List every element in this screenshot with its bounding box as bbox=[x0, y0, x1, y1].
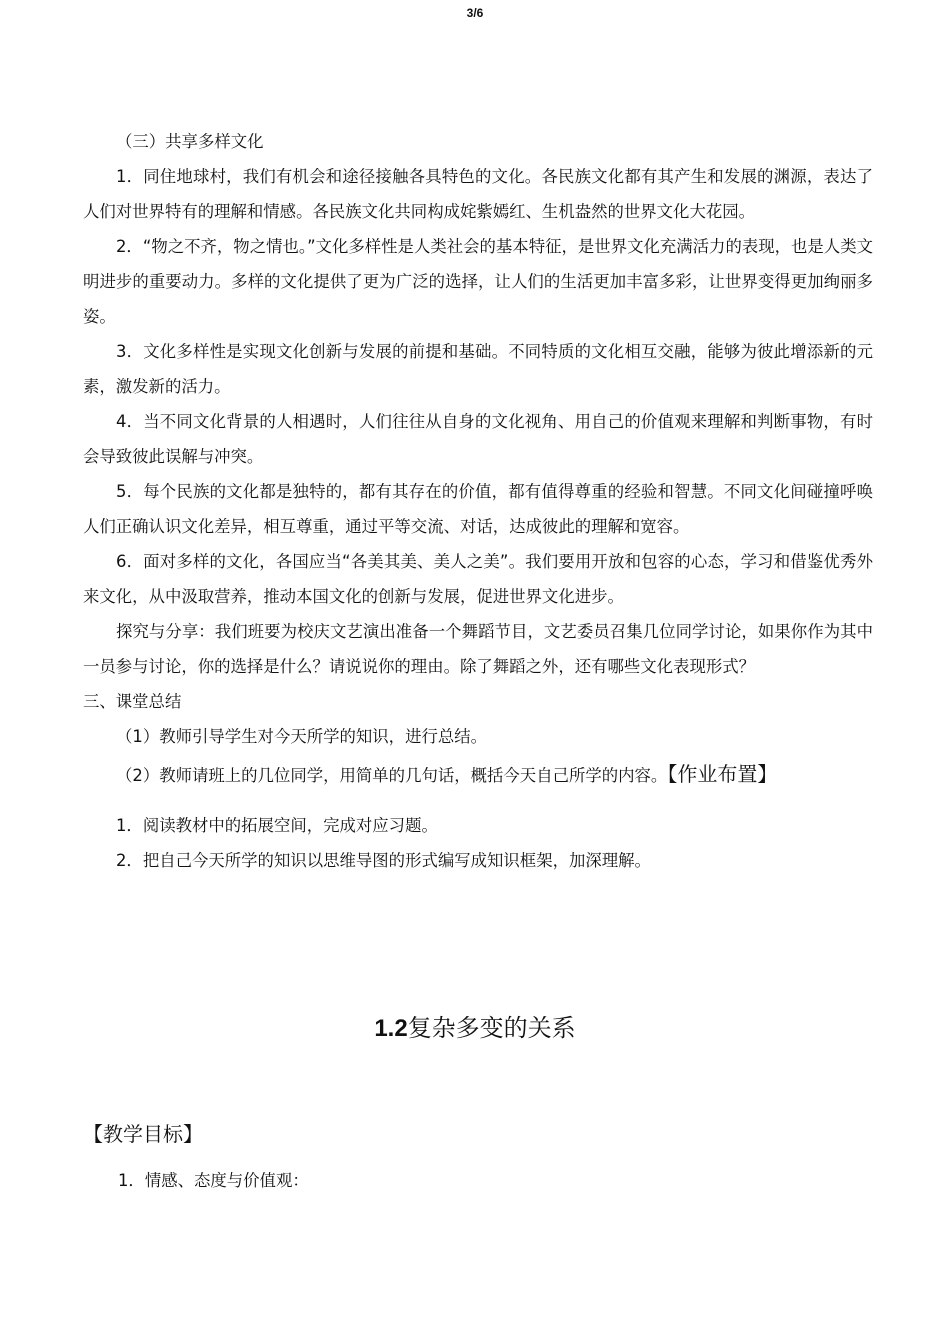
teaching-goals-heading: 【教学目标】 bbox=[83, 1122, 203, 1146]
paragraph-3: 3．文化多样性是实现文化创新与发展的前提和基础。不同特质的文化相互交融，能够为彼此增添新的元素，激发新的活力。 bbox=[83, 342, 873, 396]
document-body bbox=[83, 124, 873, 878]
summary-item-2-text: （2）教师请班上的几位同学，用简单的几句话，概括今天自己所学的内容。 bbox=[116, 766, 668, 785]
section-number: 1.2 bbox=[374, 1015, 408, 1042]
paragraph-5: 5．每个民族的文化都是独特的，都有其存在的价值，都有值得尊重的经验和智慧。不同文化间碰撞呼唤人们正确认识文化差异，相互尊重，通过平等交流、对话，达成彼此的理解和宽容。 bbox=[83, 482, 873, 536]
paragraph-subheading: （三）共享多样文化 bbox=[116, 132, 264, 151]
heading-class-summary: 三、课堂总结 bbox=[83, 692, 182, 711]
paragraph-2: 2．“物之不齐，物之情也。”文化多样性是人类社会的基本特征，是世界文化充满活力的表现，也是人类文明进步的重要动力。多样的文化提供了更为广泛的选择，让人们的生活更加丰富多彩，让世界变得更加绚丽多姿。 bbox=[83, 237, 873, 326]
section-title-text: 复杂多变的关系 bbox=[407, 1014, 576, 1042]
summary-item-1: （1）教师引导学生对今天所学的知识，进行总结。 bbox=[116, 727, 488, 746]
homework-item-2: 2．把自己今天所学的知识以思维导图的形式编写成知识框架，加深理解。 bbox=[116, 851, 651, 870]
teaching-goal-item-1: 1．情感、态度与价值观： bbox=[118, 1171, 309, 1190]
summary-item-2 bbox=[83, 756, 873, 794]
homework-heading: 【作业布置】 bbox=[667, 762, 778, 786]
section-title bbox=[0, 1011, 950, 1046]
page-number: 3/6 bbox=[466, 6, 484, 20]
paragraph-1: 1．同住地球村，我们有机会和途径接触各具特色的文化。各民族文化都有其产生和发展的渊源，表达了人们对世界特有的理解和情感。各民族文化共同构成姹紫嫣红、生机盎然的世界文化大花园。 bbox=[83, 167, 873, 221]
homework-item-1: 1．阅读教材中的拓展空间，完成对应习题。 bbox=[116, 816, 438, 835]
paragraph-explore-share: 探究与分享：我们班要为校庆文艺演出准备一个舞蹈节目，文艺委员召集几位同学讨论，如果你作为其中一员参与讨论，你的选择是什么？请说说你的理由。除了舞蹈之外，还有哪些文化表现形式？ bbox=[83, 622, 873, 676]
paragraph-4: 4．当不同文化背景的人相遇时，人们往往从自身的文化视角、用自己的价值观来理解和判断事物，有时会导致彼此误解与冲突。 bbox=[83, 412, 873, 466]
paragraph-6: 6．面对多样的文化，各国应当“各美其美、美人之美”。我们要用开放和包容的心态，学习和借鉴优秀外来文化，从中汲取营养，推动本国文化的创新与发展，促进世界文化进步。 bbox=[83, 552, 873, 606]
